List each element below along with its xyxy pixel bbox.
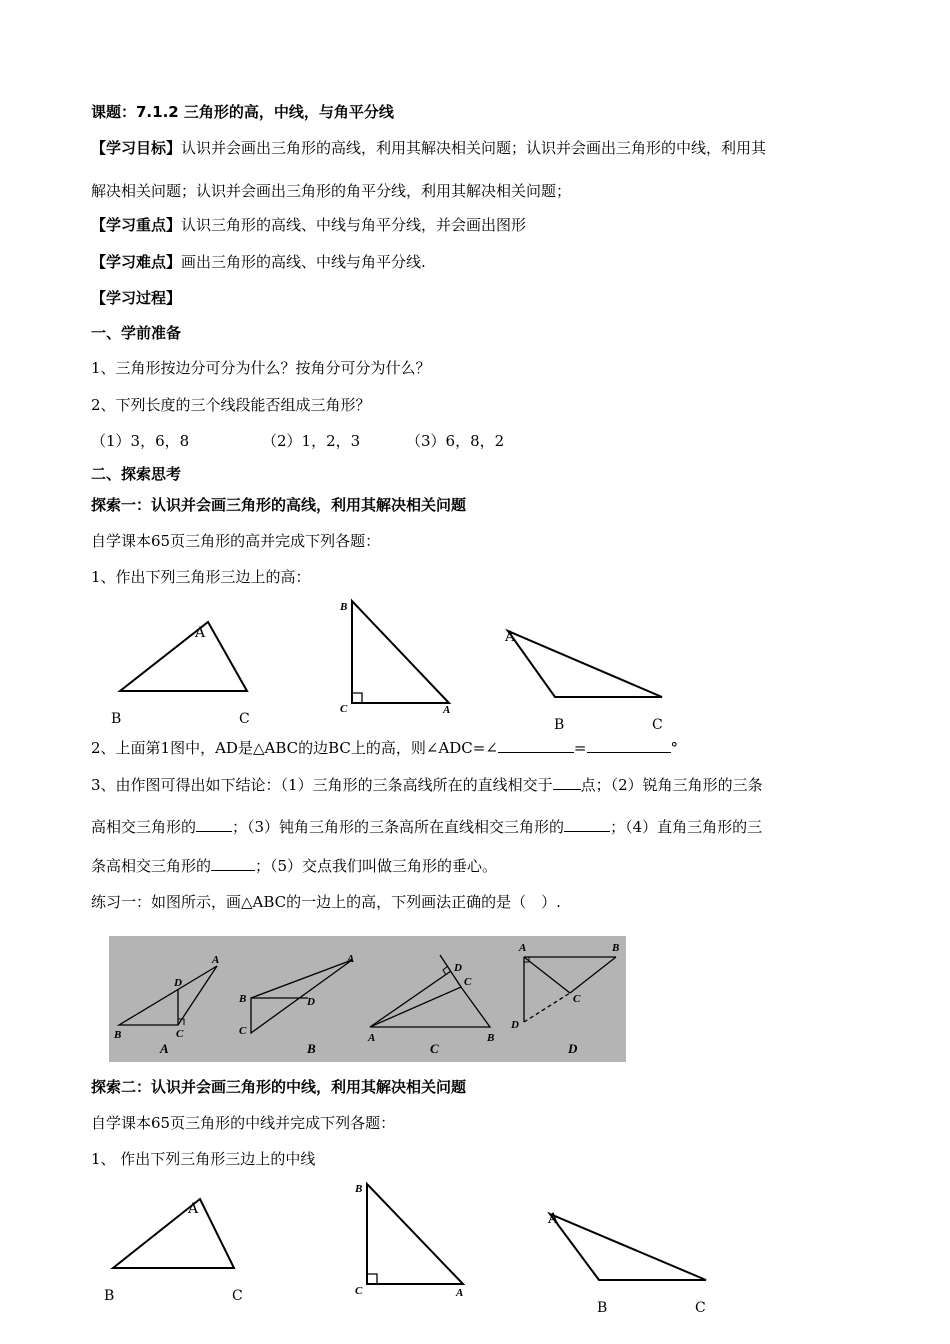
- triangle-shape: [113, 1199, 234, 1268]
- vertex-label-b: B: [597, 1300, 608, 1316]
- label-d: D: [307, 996, 315, 1008]
- q2-text: 2、上面第1图中，AD是△ABC的边BC上的高，则∠ADC=∠: [91, 739, 498, 757]
- self-study-1: 自学课本65页三角形的高并完成下列各题：: [91, 532, 381, 550]
- label-a: A: [519, 942, 527, 954]
- vertex-label-c: C: [355, 1285, 363, 1297]
- option-3: （3）6，8，2: [406, 432, 505, 450]
- right-angle-marker: [367, 1274, 377, 1284]
- choice-b-label: B: [307, 1041, 316, 1056]
- altitude-triangle-acute: [111, 622, 250, 727]
- goal-text-1: 认识并会画出三角形的高线，利用其解决相关问题；认识并会画出三角形的中线，利用其: [181, 139, 767, 157]
- vertex-label-a: A: [456, 1287, 464, 1299]
- vertex-label-c: C: [232, 1288, 243, 1304]
- triangle-shape: [120, 622, 247, 691]
- prep-question-2: 2、下列长度的三个线段能否组成三角形？: [91, 396, 371, 414]
- median-triangle-right: [354, 1183, 463, 1299]
- goal-text-2: 解决相关问题；认识并会画出三角形的角平分线，利用其解决相关问题；: [91, 182, 572, 200]
- q3-text-f: 条高相交三角形的: [91, 857, 212, 875]
- triangle-shape: [367, 1184, 463, 1284]
- label-d: D: [454, 962, 462, 974]
- q3-text-c: 高相交三角形的: [91, 818, 197, 836]
- practice-1: 练习一：如图所示，画△ABC的一边上的高，下列画法正确的是（ ）.: [91, 893, 561, 911]
- right-angle-marker: [352, 693, 362, 703]
- vertex-label-a: A: [443, 704, 451, 716]
- altitude-triangle-right: [339, 601, 450, 716]
- label-a: A: [212, 954, 220, 966]
- choice-a-label: A: [160, 1041, 169, 1056]
- vertex-label-b: B: [355, 1183, 363, 1195]
- label-d: D: [511, 1019, 519, 1031]
- vertex-label-c: C: [652, 717, 663, 733]
- choice-c-label: C: [430, 1041, 439, 1056]
- vertex-label-c: C: [239, 711, 250, 727]
- q3-text-a: 3、由作图可得出如下结论：（1）三角形的三条高线所在的直线相交于: [91, 776, 553, 794]
- option-1: （1）3，6，8: [91, 432, 190, 450]
- label-b: B: [239, 993, 247, 1005]
- vertex-label-b: B: [104, 1288, 115, 1304]
- q2-degree: °: [670, 739, 678, 757]
- key-text: 认识三角形的高线、中线与角平分线，并会画出图形: [181, 216, 527, 234]
- key-tag: 【学习重点】: [91, 216, 182, 234]
- difficulty-text: 画出三角形的高线、中线与角平分线.: [181, 253, 426, 271]
- section2-heading: 二、探索思考: [91, 465, 182, 483]
- explore1-heading: 探索一：认识并会画三角形的高线，利用其解决相关问题: [91, 496, 467, 514]
- label-a: A: [347, 953, 355, 965]
- practice-figure-panel: [109, 936, 626, 1062]
- triangle-shape: [550, 1214, 706, 1280]
- vertex-label-b: B: [554, 717, 565, 733]
- label-c: C: [239, 1025, 247, 1037]
- section1-heading: 一、学前准备: [91, 324, 182, 342]
- difficulty-tag: 【学习难点】: [91, 253, 182, 271]
- page-title: 课题：7.1.2 三角形的高，中线，与角平分线: [91, 103, 394, 121]
- vertex-label-c: C: [695, 1300, 706, 1316]
- q3-text-d: ；（3）钝角三角形的三条高所在直线相交三角形的: [232, 818, 565, 836]
- task-1: 1、作出下列三角形三边上的高：: [91, 568, 311, 586]
- triangle-shape: [508, 631, 662, 697]
- label-c: C: [573, 993, 581, 1005]
- choice-d-label: D: [568, 1041, 578, 1056]
- altitude-triangle-obtuse: [504, 629, 663, 733]
- median-triangle-acute: [104, 1199, 243, 1304]
- vertex-label-a: A: [188, 1201, 199, 1217]
- vertex-label-a: A: [195, 625, 206, 641]
- goal-tag: 【学习目标】: [91, 139, 182, 157]
- label-c: C: [464, 976, 472, 988]
- prep-question-1: 1、三角形按边分可分为什么？按角分可分为什么？: [91, 359, 431, 377]
- label-b: B: [487, 1032, 495, 1044]
- q3-text-g: ；（5）交点我们叫做三角形的垂心。: [255, 857, 498, 875]
- task-2: 1、 作出下列三角形三边上的中线: [91, 1150, 316, 1168]
- label-c: C: [176, 1028, 184, 1040]
- label-d: D: [174, 977, 182, 989]
- process-heading: 【学习过程】: [91, 289, 182, 307]
- explore2-heading: 探索二：认识并会画三角形的中线，利用其解决相关问题: [91, 1078, 467, 1096]
- label-b: B: [612, 942, 620, 954]
- self-study-2: 自学课本65页三角形的中线并完成下列各题：: [91, 1114, 396, 1132]
- median-triangle-obtuse: [547, 1211, 706, 1316]
- vertex-label-b: B: [111, 711, 122, 727]
- vertex-label-a: A: [505, 629, 516, 645]
- vertex-label-b: B: [340, 601, 348, 613]
- option-2: （2）1，2，3: [262, 432, 361, 450]
- q3-text-e: ；（4）直角三角形的三: [610, 818, 763, 836]
- triangle-shape: [352, 601, 449, 703]
- vertex-label-c: C: [340, 703, 348, 715]
- label-b: B: [114, 1029, 122, 1041]
- q3-text-b: 点；（2）锐角三角形的三条: [580, 776, 763, 794]
- q2-equals: =: [573, 739, 587, 757]
- label-a: A: [368, 1032, 376, 1044]
- vertex-label-a: A: [548, 1211, 559, 1227]
